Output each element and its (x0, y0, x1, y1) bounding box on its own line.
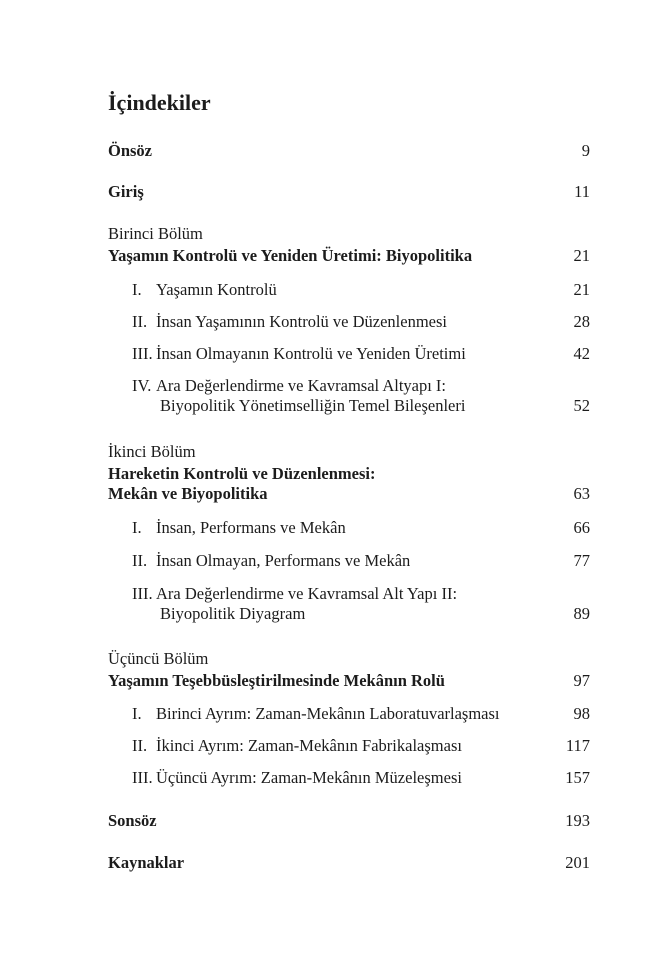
toc-section[interactable] (132, 518, 590, 538)
section-number: II. (132, 312, 148, 331)
toc-page-number: 28 (573, 312, 590, 331)
section-title: İnsan Olmayan, Performans ve Mekân (156, 551, 411, 570)
toc-section[interactable] (132, 280, 590, 300)
section-title: Yaşamın Kontrolü (156, 280, 277, 299)
section-title: Ara Değerlendirme ve Kavramsal Altyapı I: (156, 376, 447, 395)
toc-section[interactable] (132, 312, 590, 332)
part-title: Yaşamın Kontrolü ve Yeniden Üretimi: Biyopolitika (108, 246, 473, 265)
toc-entry-kaynaklar[interactable] (108, 853, 590, 873)
toc-entry-part3[interactable] (108, 671, 590, 691)
toc-entry-label: Önsöz (108, 141, 153, 160)
toc-page-number: 9 (581, 141, 590, 160)
section-title-continued: Biyopolitik Yönetimselliğin Temel Bileşenleri (160, 396, 466, 415)
toc-section[interactable] (132, 376, 590, 416)
section-number: I. (132, 518, 142, 537)
section-title: İnsan Yaşamının Kontrolü ve Düzenlenmesi (156, 312, 447, 331)
section-title: Ara Değerlendirme ve Kavramsal Alt Yapı II: (156, 584, 458, 603)
toc-section[interactable] (132, 344, 590, 364)
page-title: İçindekiler (108, 90, 211, 115)
section-number: III. (132, 344, 153, 363)
section-number: III. (132, 768, 153, 787)
part-title-continued: Mekân ve Biyopolitika (108, 484, 268, 503)
part-label: Birinci Bölüm (108, 224, 203, 243)
section-number: I. (132, 280, 142, 299)
toc-section[interactable] (132, 551, 590, 571)
toc-entry-part2[interactable] (108, 464, 590, 504)
toc-entry-label: Sonsöz (108, 811, 157, 830)
section-number: IV. (132, 376, 152, 395)
part-label: Üçüncü Bölüm (108, 649, 209, 668)
toc-page-number: 89 (573, 604, 590, 623)
part-title: Hareketin Kontrolü ve Düzenlenmesi: (108, 464, 376, 483)
toc-section[interactable] (132, 736, 590, 756)
toc-page-number: 21 (573, 280, 590, 299)
part-title: Yaşamın Teşebbüsleştirilmesinde Mekânın Rolü (108, 671, 445, 690)
toc-page-number: 21 (573, 246, 590, 265)
toc-entry-sonsoz[interactable] (108, 811, 590, 831)
toc-section[interactable] (132, 704, 590, 724)
toc-page-number: 97 (573, 671, 590, 690)
toc-page-number: 66 (573, 518, 590, 537)
toc-entry-giris[interactable] (108, 182, 590, 202)
toc-page-number: 11 (574, 182, 590, 201)
toc-page-number: 201 (565, 853, 590, 872)
toc-page-number: 63 (573, 484, 590, 503)
section-number: I. (132, 704, 142, 723)
section-title: İnsan Olmayanın Kontrolü ve Yeniden Üretimi (156, 344, 466, 363)
section-title: Üçüncü Ayrım: Zaman-Mekânın Müzeleşmesi (156, 768, 462, 787)
toc-page-number: 193 (565, 811, 590, 830)
toc-page-number: 117 (565, 736, 590, 755)
section-title: İnsan, Performans ve Mekân (156, 518, 346, 537)
section-title: Birinci Ayrım: Zaman-Mekânın Laboratuvarlaşması (156, 704, 500, 723)
section-number: II. (132, 736, 148, 755)
toc-entry-label: Giriş (108, 182, 144, 201)
toc-page-number: 42 (573, 344, 590, 363)
toc-page-number: 52 (573, 396, 590, 415)
section-title: İkinci Ayrım: Zaman-Mekânın Fabrikalaşması (156, 736, 462, 755)
toc-page-number: 98 (573, 704, 590, 723)
toc-page-number: 157 (565, 768, 590, 787)
toc-entry-part1[interactable] (108, 246, 590, 266)
section-number: II. (132, 551, 148, 570)
part-label: İkinci Bölüm (108, 442, 196, 461)
toc-entry-onsoz[interactable] (108, 141, 590, 161)
toc-page-number: 77 (573, 551, 590, 570)
toc-section[interactable] (132, 768, 590, 788)
toc-section[interactable] (132, 584, 590, 624)
toc-entry-label: Kaynaklar (108, 853, 185, 872)
section-title-continued: Biyopolitik Diyagram (160, 604, 306, 623)
section-number: III. (132, 584, 153, 603)
